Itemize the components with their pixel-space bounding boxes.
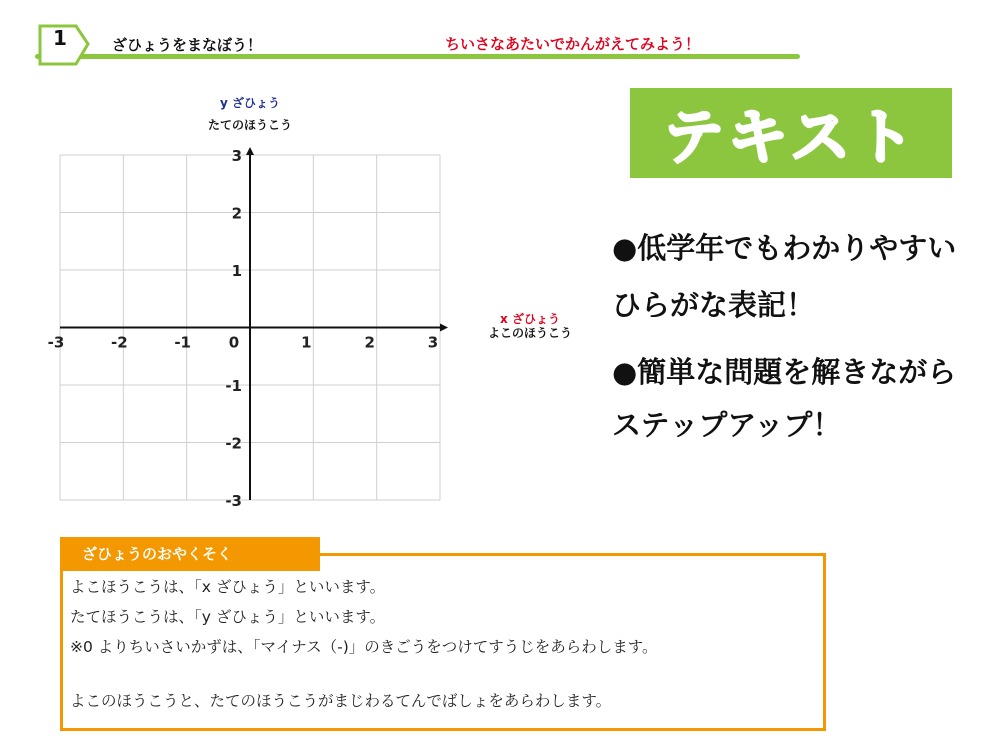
x-tick-label: -1 (174, 333, 192, 352)
y-axis-title: y ざひょう (219, 96, 280, 110)
y-tick-label: 1 (231, 262, 242, 280)
rule-line-4: よこのほうこうと、たてのほうこうがまじわるてんでばしょをあらわします。 (70, 692, 612, 710)
x-tick-label: 0 (228, 333, 240, 352)
y-tick-label: 3 (231, 147, 242, 165)
x-tick-label: 1 (301, 333, 312, 352)
feature-line-2: ひらがな表記！ (612, 288, 816, 322)
rule-line-3: ※0 よりちいさいかずは、「マイナス（-)」のきごうをつけてすうじをあらわします。 (70, 638, 658, 656)
x-tick-label: -3 (47, 333, 65, 352)
banner-text: テキスト (663, 103, 919, 173)
x-axis-arrow (440, 324, 448, 332)
x-tick-label: 3 (427, 333, 439, 352)
coordinate-grid (40, 140, 460, 520)
x-tick-label: -2 (110, 333, 128, 352)
y-tick-label: -1 (225, 377, 242, 395)
x-axis-title: x ざひょう (500, 312, 560, 326)
y-tick-label: -2 (225, 434, 242, 453)
rule-line-1: よこほうこうは、「x ざひょう」といいます。 (70, 578, 386, 596)
lesson-title: ざひょうをまなぼう！ (112, 36, 263, 54)
feature-line-3: ●簡単な問題を解きながら (612, 355, 957, 389)
lesson-header (0, 0, 1000, 75)
rules-title: ざひょうのおやくそく (60, 537, 320, 571)
y-tick-label: -3 (225, 492, 242, 510)
x-axis-subtitle: よこのほうこう (487, 326, 572, 340)
y-axis-arrow (246, 147, 254, 155)
feature-line-4: ステップアップ！ (612, 408, 842, 442)
y-axis-subtitle: たてのほうこう (207, 118, 292, 132)
lesson-number: 1 (53, 26, 67, 50)
x-tick-label: 2 (364, 333, 375, 352)
rule-line-2: たてほうこうは、「y ざひょう」といいます。 (70, 608, 386, 626)
feature-line-1: ●低学年でもわかりやすい (612, 231, 957, 265)
lesson-subtitle: ちいさなあたいでかんがえてみよう！ (445, 35, 701, 53)
y-tick-label: 2 (231, 204, 242, 223)
text-banner (630, 88, 952, 178)
